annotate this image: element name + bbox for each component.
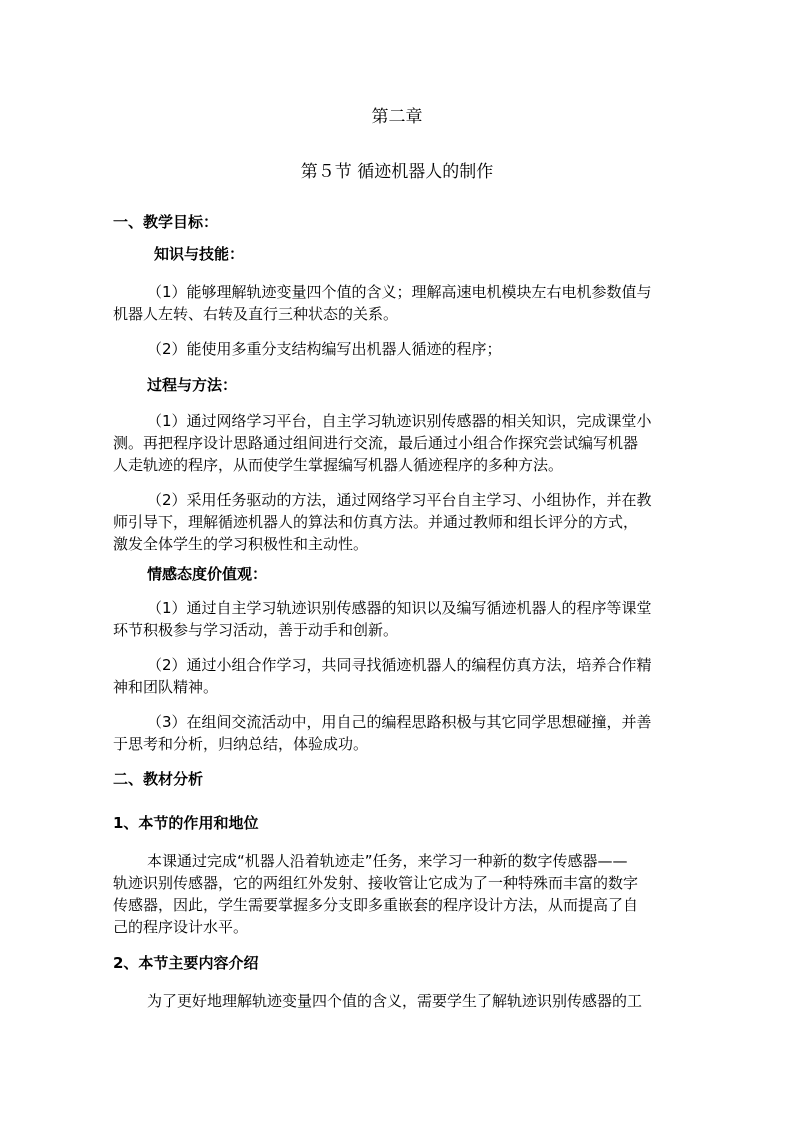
paragraph-line: （1）通过网络学习平台，自主学习轨迹识别传感器的相关知识，完成课堂小 (147, 412, 652, 430)
paragraph-line: 于思考和分析，归纳总结，体验成功。 (113, 735, 369, 753)
paragraph-line: （3）在组间交流活动中，用自己的编程思路积极与其它同学思想碰撞，并善 (147, 713, 652, 731)
paragraph-line: （2）通过小组合作学习，共同寻找循迹机器人的编程仿真方法，培养合作精 (147, 656, 652, 674)
section-title: 第５节 循迹机器人的制作 (300, 162, 494, 182)
paragraph-line: 机器人左转、右转及直行三种状态的关系。 (113, 305, 399, 323)
subheading-knowledge-skills: 知识与技能： (154, 245, 245, 263)
heading-main-content: 2、本节主要内容介绍 (113, 954, 259, 972)
paragraph-line: 测。再把程序设计思路通过组间进行交流，最后通过小组合作探究尝试编写机器 (113, 434, 639, 452)
paragraph-line: 神和团队精神。 (113, 678, 219, 696)
subheading-process-methods: 过程与方法： (147, 376, 238, 394)
heading-role-position: 1、本节的作用和地位 (113, 814, 259, 832)
paragraph-line: 己的程序设计水平。 (113, 918, 249, 936)
paragraph-line: 环节积极参与学习活动，善于动手和创新。 (113, 621, 399, 639)
subheading-emotion-values: 情感态度价值观： (147, 565, 268, 583)
paragraph-line: 轨迹识别传感器，它的两组红外发射、接收管让它成为了一种特殊而丰富的数字 (113, 874, 639, 892)
paragraph-line: 师引导下，理解循迹机器人的算法和仿真方法。并通过教师和组长评分的方式， (113, 513, 639, 531)
paragraph-line: （1）通过自主学习轨迹识别传感器的知识以及编写循迹机器人的程序等课堂 (147, 599, 652, 617)
paragraph-line: （1）能够理解轨迹变量四个值的含义；理解高速电机模块左右电机参数值与 (147, 283, 652, 301)
paragraph-line: （2）采用任务驱动的方法，通过网络学习平台自主学习、小组协作，并在教 (147, 491, 652, 509)
paragraph-line: （2）能使用多重分支结构编写出机器人循迹的程序； (147, 340, 502, 358)
heading-material-analysis: 二、教材分析 (113, 770, 204, 788)
chapter-title: 第二章 (371, 107, 423, 127)
paragraph-line: 传感器，因此，学生需要掌握多分支即多重嵌套的程序设计方法，从而提高了自 (113, 896, 639, 914)
paragraph-line: 人走轨迹的程序，从而使学生掌握编写机器人循迹程序的多种方法。 (113, 456, 564, 474)
paragraph-line: 激发全体学生的学习积极性和主动性。 (113, 535, 369, 553)
paragraph-line: 为了更好地理解轨迹变量四个值的含义，需要学生了解轨迹识别传感器的工 (147, 992, 643, 1010)
heading-teaching-goals: 一、教学目标： (113, 213, 219, 231)
paragraph-line: 本课通过完成“机器人沿着轨迹走”任务，来学习一种新的数字传感器—— (147, 852, 628, 870)
